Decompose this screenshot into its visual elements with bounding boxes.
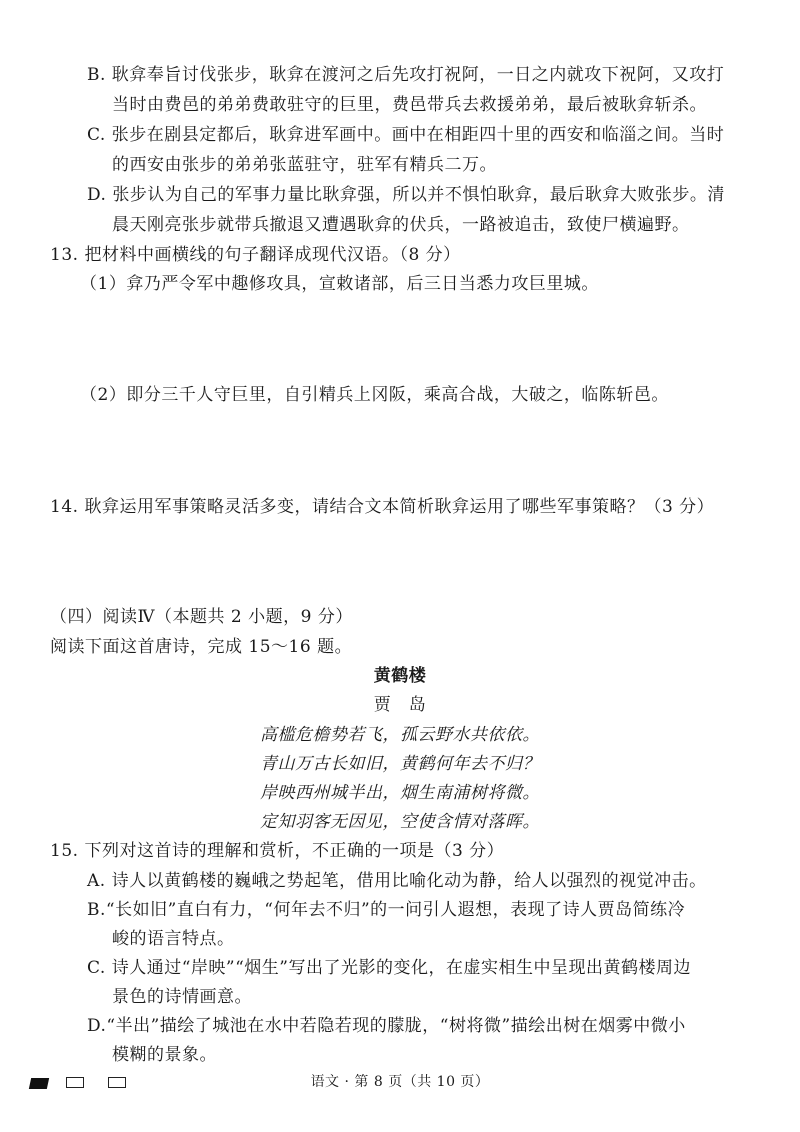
poem-line-2: 青山万古长如旧，黄鹤何年去不归？ [260, 754, 540, 774]
poem-line-3: 岸映西州城半出，烟生南浦树将微。 [260, 783, 540, 803]
q12-option-d-line2: 晨天刚亮张步就带兵撤退又遭遇耿弇的伏兵，一路被追击，致使尸横遍野。 [112, 215, 690, 235]
page-footer: 语文 · 第 8 页（共 10 页） [310, 1074, 490, 1090]
poem-line-4: 定知羽客无因见，空使含情对落晖。 [260, 812, 540, 832]
q15-option-c-line2: 景色的诗情画意。 [112, 987, 252, 1007]
section4-header: （四）阅读Ⅳ（本题共 2 小题，9 分） [50, 607, 353, 627]
q15-option-b-line1: B.“长如旧”直白有力，“何年去不归”的一问引人遐想，表现了诗人贾岛简练冷 [87, 900, 686, 920]
q15-option-a: A. 诗人以黄鹤楼的巍峨之势起笔，借用比喻化动为静，给人以强烈的视觉冲击。 [87, 871, 707, 891]
q15-option-c-line1: C. 诗人通过“岸映”“烟生”写出了光影的变化，在虚实相生中呈现出黄鹤楼周边 [87, 958, 691, 978]
q12-option-b-line1: B. 耿弇奉旨讨伐张步，耿弇在渡河之后先攻打祝阿，一日之内就攻下祝阿，又攻打 [87, 65, 725, 85]
q14-stem: 14. 耿弇运用军事策略灵活多变，请结合文本简析耿弇运用了哪些军事策略？（3 分） [50, 497, 715, 517]
q15-option-d-line2: 模糊的景象。 [112, 1045, 217, 1065]
q15-option-d-line1: D.“半出”描绘了城池在水中若隐若现的朦胧，“树将微”描绘出树在烟雾中微小 [87, 1016, 686, 1036]
section4-instruction: 阅读下面这首唐诗，完成 15～16 题。 [50, 637, 353, 657]
q12-option-c-line1: C. 张步在剧县定都后，耿弇进军画中。画中在相距四十里的西安和临淄之间。当时 [87, 125, 725, 145]
q12-option-c-line2: 的西安由张步的弟弟张蓝驻守，驻军有精兵二万。 [112, 155, 497, 175]
q13-stem: 13. 把材料中画横线的句子翻译成现代汉语。（8 分） [50, 245, 461, 265]
q13-sentence-1: （1）弇乃严令军中趣修攻具，宣敕诸部，后三日当悉力攻巨里城。 [80, 274, 599, 294]
poem-title: 黄鹤楼 [373, 666, 427, 686]
q13-sentence-2: （2）即分三千人守巨里，自引精兵上冈阪，乘高合战，大破之，临陈斩邑。 [80, 385, 669, 405]
q15-stem: 15. 下列对这首诗的理解和赏析，不正确的一项是（3 分） [50, 841, 505, 861]
poem-line-1: 高槛危檐势若飞，孤云野水共依依。 [260, 725, 540, 745]
q12-option-b-line2: 当时由费邑的弟弟费敢驻守的巨里，费邑带兵去救援弟弟，最后被耿弇斩杀。 [112, 95, 707, 115]
q12-option-d-line1: D. 张步认为自己的军事力量比耿弇强，所以并不惧怕耿弇，最后耿弇大败张步。清 [87, 185, 725, 205]
q15-option-b-line2: 峻的语言特点。 [112, 929, 235, 949]
poem-author: 贾 岛 [373, 695, 427, 715]
